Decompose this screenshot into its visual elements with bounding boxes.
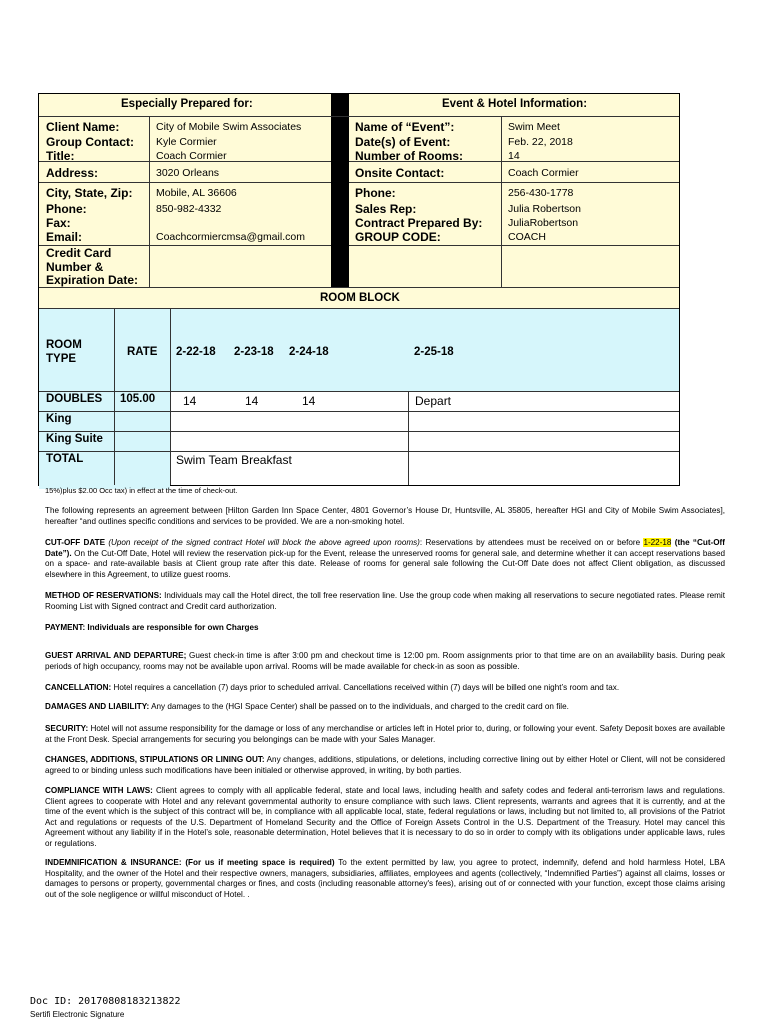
changes-heading: CHANGES, ADDITIONS, STIPULATIONS OR LINING OUT: [45,755,265,764]
row-type-total: TOTAL [46,453,84,465]
room-block-title: ROOM BLOCK [320,292,400,304]
rooms-label: Number of Rooms: [355,149,463,163]
sertifi-label: Sertifi Electronic Signature [30,1010,125,1019]
row-type-king-suite: King Suite [46,433,103,445]
cancellation-paragraph [45,683,725,694]
client-name-label: Client Name: [46,120,120,134]
row-rate-doubles: 105.00 [120,393,156,405]
credit-card-label-3: Expiration Date: [46,273,139,287]
guest-heading: GUEST ARRIVAL AND DEPARTURE; [45,651,187,660]
indem-text: To the extent permitted by law, you agree to protect, indemnify, defend and hold harmless Hotel, LBA Hospitality, and the owner of the Hotel and their respective owners, managers, subsidiaries, affiliates, employees and agents (collectively, “Indemnified Parties”) against all claims, losses or damages to persons or property, governmental charges or fines, and costs (including reasonable attorney's fees), arising out of or connected with your function, except those claims arising out of the sole negligence or willful misconduct of Hotel. . [45,858,725,899]
cutoff-italic: (Upon receipt of the signed contract Hotel will block the above agreed upon rooms) [108,538,420,547]
damages-paragraph [45,702,725,713]
city-label: City, State, Zip: [46,186,133,200]
city-value: Mobile, AL 36606 [156,187,237,199]
event-phone-value: 256-430-1778 [508,187,574,199]
event-dates-value: Feb. 22, 2018 [508,136,573,148]
group-code-label: GROUP CODE: [355,230,441,244]
intro-paragraph [45,506,725,527]
credit-card-label-1: Credit Card [46,246,112,260]
damage-heading: DAMAGES AND LIABILITY: [45,702,150,711]
cutoff-text-b: On the Cut-Off Date, Hotel will review the reservation pick-up for the Event, release the unreserved rooms for general sale, and determine whether it can accept reservations based on a space- and rate-available basis at Client group rate after this date. Release of rooms for general sale following the Cut-Off Date does not affect Client obligation, as discussed elsewhere in this Agreement, to utilize guest rooms. [45,548,725,579]
payment-text: PAYMENT: Individuals are responsible for own Charges [45,623,259,632]
date-col-4: 2-25-18 [414,346,454,358]
address-value: 3020 Orleans [156,167,220,179]
row-doubles-d4: Depart [415,394,452,408]
left-header-cell [39,94,331,116]
left-header-title: Especially Prepared for: [121,98,253,110]
cutoff-date: 1-22-18 [643,538,672,547]
room-type-label-2: TYPE [46,353,77,365]
security-paragraph [45,724,725,745]
credit-card-label-2: Number & [46,260,104,274]
fax-label: Fax: [46,216,71,230]
right-header-cell [349,94,679,116]
method-heading: METHOD OF RESERVATIONS: [45,591,162,600]
event-name-value: Swim Meet [508,121,560,133]
address-label: Address: [46,166,99,180]
cutoff-heading: CUT-OFF DATE [45,538,106,547]
cancel-heading: CANCELLATION: [45,683,112,692]
room-block-header [39,287,679,309]
divider-bar [331,94,349,287]
email-label: Email: [46,230,83,244]
row-doubles-d3: 14 [302,394,316,408]
doc-id: Doc ID: 20170808183213822 [30,996,181,1007]
damage-text: Any damages to the (HGI Space Center) shall be passed on to the individuals, and charged to the credit card on file. [149,702,569,711]
onsite-contact-label: Onsite Contact: [355,166,445,180]
onsite-contact-value: Coach Cormier [508,167,579,179]
indemnification-paragraph [45,858,725,900]
group-contact-value: Kyle Cormier [156,136,217,148]
event-dates-label: Date(s) of Event: [355,135,451,149]
guest-paragraph [45,651,725,672]
row-total-note: Swim Team Breakfast [176,453,292,467]
title-label: Title: [46,149,75,163]
cutoff-text-a: : Reservations by attendees must be received on or before [419,538,644,547]
comply-heading: COMPLIANCE WITH LAWS: [45,786,153,795]
title-value: Coach Cormier [156,150,227,162]
compliance-paragraph [45,786,725,849]
prepared-by-label: Contract Prepared By: [355,216,483,230]
method-paragraph [45,591,725,612]
right-header-title: Event & Hotel Information: [442,98,588,110]
row-type-king: King [46,413,72,425]
contract-table [38,93,680,486]
event-phone-label: Phone: [355,186,396,200]
client-phone-value: 850-982-4332 [156,203,222,215]
intro-text: The following represents an agreement between [Hilton Garden Inn Space Center, 4801 Governor’s House Dr, Huntsville, AL 35805, hereafter HGI and City of Mobile Swim Associates], hereafter “and outlines specific conditions and services to be provided. We are a non-smoking hotel. [45,506,725,526]
group-code-value: COACH [508,231,546,243]
method-text: Individuals may call the Hotel direct, the toll free reservation line. Use the group code when making all reservations to secure negotiated rates. Please remit Rooming List with Signed contract and Credit card authorization. [45,591,725,611]
comply-text: Client agrees to comply with all applicable federal, state and local laws, including health and safety codes and federal anti-terrorism laws and regulations. Client agrees to cooperate with Hotel and any relevant governmental authority to ensure compliance with such laws. Client represents, warrants and agrees that it is currently, and at the time of the event which is the subject of this contract will be, in compliance with all applicable local, state, federal regulations or laws, including but not limited to, all provisions of the Patriot Act and regulations or requests of the U.S. Department of Homeland Security and the Office of Foreign Assets Control in the U.S. Department of the Treasury. Hotel may cancel this Agreement without any liability if in the Hotel’s sole, reasonable determination, Hotel believes that it is necessary to do so in order to comply with its obligations under applicable laws, rules or regulations. [45,786,725,848]
sales-rep-label: Sales Rep: [355,202,417,216]
row-doubles-d1: 14 [183,394,197,408]
changes-text: Any changes, additions, stipulations, or deletions, including corrective lining out by either Hotel or Client, will not be considered agreed to or binding unless such modifications have been initialed or otherwise approved, in writing, by both parties. [45,755,725,775]
changes-paragraph [45,755,725,776]
client-phone-label: Phone: [46,202,87,216]
cutoff-paragraph [45,538,725,580]
event-name-label: Name of “Event”: [355,120,455,134]
email-value: Coachcormiercmsa@gmail.com [156,231,305,243]
prepared-by-value: JuliaRobertson [508,217,579,229]
indem-heading: INDEMNIFICATION & INSURANCE: (For us if meeting space is required) [45,858,335,867]
sales-rep-value: Julia Robertson [508,203,581,215]
date-col-1: 2-22-18 [176,346,216,358]
rate-label: RATE [127,346,158,358]
row-type-doubles: DOUBLES [46,393,103,405]
date-col-2: 2-23-18 [234,346,274,358]
date-col-3: 2-24-18 [289,346,329,358]
cutoff-bold: (the “Cut-Off Date”). [45,538,725,558]
cancel-text: Hotel requires a cancellation (7) days prior to scheduled arrival. Cancellations received within (7) days will be billed one night’s room and tax. [111,683,620,692]
row-doubles-d2: 14 [245,394,259,408]
group-contact-label: Group Contact: [46,135,134,149]
tax-note: 15%)plus $2.00 Occ tax) in effect at the time of check-out. [45,486,238,495]
security-heading: SECURITY: [45,724,89,733]
security-text: Hotel will not assume responsibility for the damage or loss of any merchandise or articles left in Hotel prior to, during, or following your event. Safety Deposit boxes are available at the Front Desk. Special arrangements for securing you belongings can be made with your Sales Manager. [45,724,725,744]
rooms-value: 14 [508,150,520,162]
payment-paragraph [45,623,725,634]
client-name-value: City of Mobile Swim Associates [156,121,302,133]
guest-text: Guest check-in time is after 3:00 pm and checkout time is 12:00 pm. Room assignments prior to that time are on an availability basis. During peak periods of high occupancy, rooms may not be available upon arrival. Rooms will be made available for check-in as soon as possible. [45,651,726,671]
room-type-label-1: ROOM [46,339,82,351]
